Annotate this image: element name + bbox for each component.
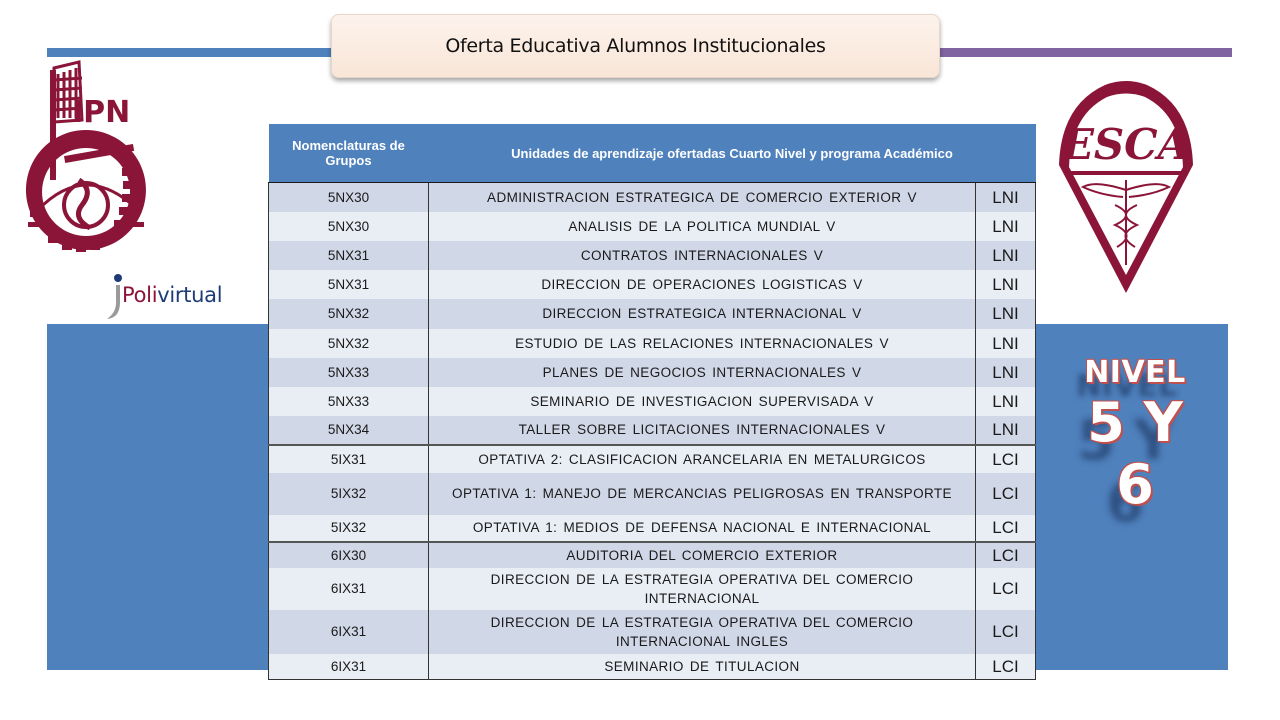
accent-bar-left [47, 48, 347, 57]
table-row [269, 416, 1036, 445]
cell-group: 5NX33 [269, 387, 429, 416]
cell-program: LCI [976, 515, 1036, 542]
page-title [331, 14, 940, 78]
cell-group: 5NX32 [269, 299, 429, 329]
cell-program: LNI [976, 416, 1036, 445]
cell-subject: OPTATIVA 1: MEDIOS DE DEFENSA NACIONAL E INTERNACIONAL [429, 515, 976, 542]
cell-subject: AUDITORIA DEL COMERCIO EXTERIOR [429, 542, 976, 568]
cell-subject: SEMINARIO DE TITULACION [429, 654, 976, 680]
table-row [269, 473, 1036, 515]
table-row [269, 212, 1036, 241]
cell-group: 6IX31 [269, 654, 429, 680]
cell-group: 5NX33 [269, 358, 429, 387]
table-row [269, 610, 1036, 654]
cell-subject: SEMINARIO DE INVESTIGACION SUPERVISADA V [429, 387, 976, 416]
cell-group: 5NX31 [269, 270, 429, 299]
cell-subject: OPTATIVA 2: CLASIFICACION ARANCELARIA EN METALURGICOS [429, 445, 976, 473]
cell-program: LNI [976, 241, 1036, 270]
cell-group: 5NX30 [269, 212, 429, 241]
table-row [269, 299, 1036, 329]
level-label [1060, 355, 1210, 516]
table-row [269, 358, 1036, 387]
cell-program: LNI [976, 212, 1036, 241]
table-row [269, 445, 1036, 473]
cell-subject: PLANES DE NEGOCIOS INTERNACIONALES V [429, 358, 976, 387]
cell-program: LCI [976, 542, 1036, 568]
cell-program: LCI [976, 568, 1036, 610]
cell-subject: CONTRATOS INTERNACIONALES V [429, 241, 976, 270]
level-label-line3: 6 [1116, 453, 1154, 516]
accent-bar-right [930, 48, 1232, 57]
cell-subject: ADMINISTRACION ESTRATEGICA DE COMERCIO EXTERIOR V [429, 183, 976, 212]
table-header-row [269, 124, 1036, 183]
cell-program: LCI [976, 473, 1036, 515]
cell-group: 5NX34 [269, 416, 429, 445]
table-row [269, 568, 1036, 610]
cell-subject: ESTUDIO DE LAS RELACIONES INTERNACIONALES V [429, 329, 976, 358]
table-row [269, 183, 1036, 212]
cell-program: LNI [976, 183, 1036, 212]
table-row [269, 515, 1036, 542]
table-row [269, 241, 1036, 270]
svg-text:IPN: IPN [72, 95, 131, 130]
table-row [269, 270, 1036, 299]
cell-subject: DIRECCION ESTRATEGICA INTERNACIONAL V [429, 299, 976, 329]
cell-subject: ANALISIS DE LA POLITICA MUNDIAL V [429, 212, 976, 241]
cell-subject: DIRECCION DE OPERACIONES LOGISTICAS V [429, 270, 976, 299]
level-label-line2: 5 Y [1087, 391, 1183, 454]
cell-group: 5NX30 [269, 183, 429, 212]
cell-program: LNI [976, 270, 1036, 299]
cell-group: 6IX31 [269, 610, 429, 654]
cell-program: LCI [976, 610, 1036, 654]
header-subjects: Unidades de aprendizaje ofertadas Cuarto Nivel y programa Académico [429, 124, 1036, 183]
header-groups: Nomenclaturas de Grupos [269, 124, 429, 183]
table-row [269, 542, 1036, 568]
table-row [269, 654, 1036, 680]
cell-program: LNI [976, 387, 1036, 416]
polivirtual-text-virtual: virtual [157, 283, 223, 307]
cell-group: 5NX31 [269, 241, 429, 270]
cell-group: 6IX30 [269, 542, 429, 568]
cell-subject: DIRECCION DE LA ESTRATEGIA OPERATIVA DEL COMERCIO INTERNACIONAL [429, 568, 976, 610]
cell-program: LNI [976, 329, 1036, 358]
table-row [269, 329, 1036, 358]
cell-subject: OPTATIVA 1: MANEJO DE MERCANCIAS PELIGROSAS EN TRANSPORTE [429, 473, 976, 515]
ipn-logo [24, 60, 150, 270]
polivirtual-logo-text [122, 283, 222, 307]
cell-group: 5IX31 [269, 445, 429, 473]
cell-group: 5IX32 [269, 515, 429, 542]
svg-text:ESCA: ESCA [1061, 120, 1191, 169]
course-offer-table [268, 124, 1036, 680]
table-row [269, 387, 1036, 416]
cell-subject: DIRECCION DE LA ESTRATEGIA OPERATIVA DEL COMERCIO INTERNACIONAL INGLES [429, 610, 976, 654]
polivirtual-text-poli: Poli [122, 283, 158, 307]
page-title-text: Oferta Educativa Alumnos Institucionales [445, 35, 826, 57]
cell-group: 6IX31 [269, 568, 429, 610]
cell-program: LNI [976, 299, 1036, 329]
cell-program: LNI [976, 358, 1036, 387]
cell-group: 5NX32 [269, 329, 429, 358]
cell-subject: TALLER SOBRE LICITACIONES INTERNACIONALES V [429, 416, 976, 445]
esca-logo [1055, 75, 1197, 297]
level-label-line1: NIVEL [1084, 355, 1186, 390]
cell-program: LCI [976, 445, 1036, 473]
cell-group: 5IX32 [269, 473, 429, 515]
cell-program: LCI [976, 654, 1036, 680]
